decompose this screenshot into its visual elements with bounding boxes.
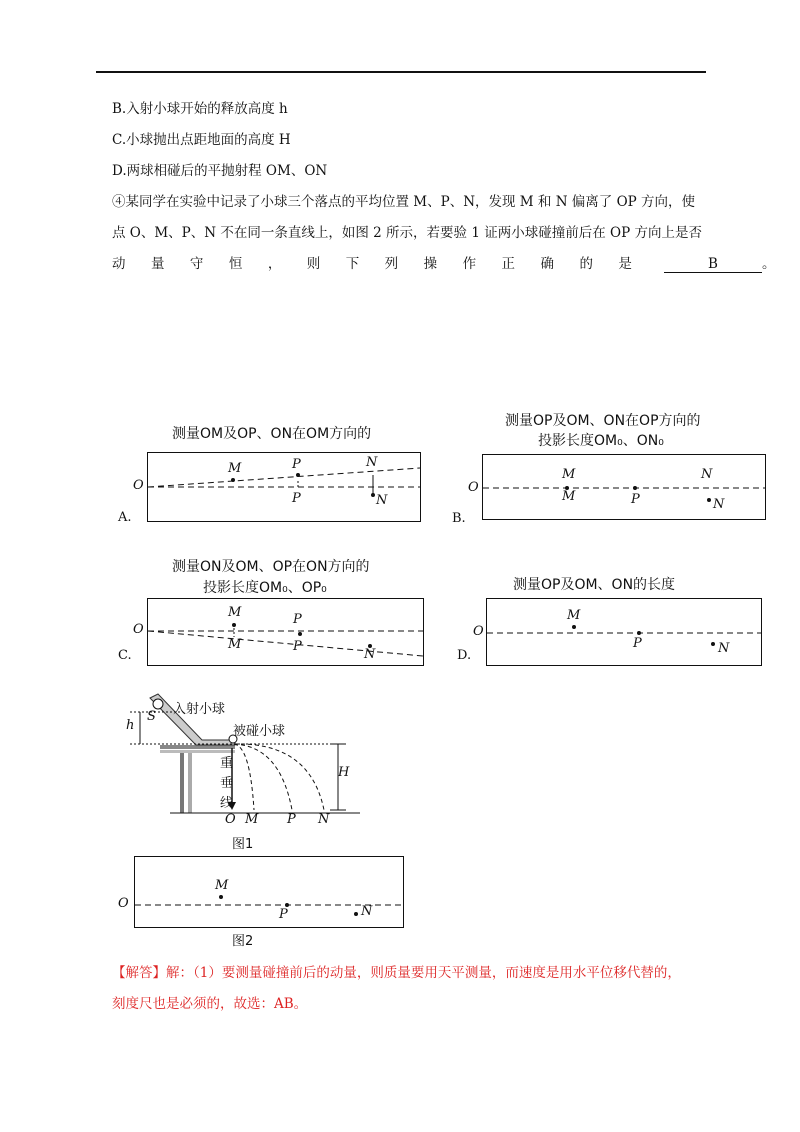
label-m-projection: M — [228, 637, 242, 652]
option-b: B.入射小球开始的释放高度 h — [112, 101, 288, 117]
label-m: M — [228, 605, 242, 620]
question-4-line-2: 点 O、M、P、N 不在同一条直线上，如图 2 所示，若要验 1 证两小球碰撞前后在 OP 方向上是否 — [112, 225, 702, 241]
label-n: N — [361, 904, 373, 919]
choice-b-title-2: 投影长度OM₀、ON₀ — [538, 433, 664, 449]
spaced-char: 下 — [345, 256, 360, 272]
question-4-line-1: ④某同学在实验中记录了小球三个落点的平均位置 M、P、N，发现 M 和 N 偏离了 OP 方向，使 — [112, 194, 696, 210]
choice-c-diagram — [147, 598, 424, 666]
spaced-char: 正 — [501, 256, 516, 272]
choice-c-title-2: 投影长度OM₀、OP₀ — [203, 580, 327, 596]
point-m — [219, 895, 223, 899]
spaced-char: 列 — [384, 256, 399, 272]
choice-b-label-o: O — [468, 480, 479, 495]
label-n: N — [713, 497, 725, 512]
point-p — [633, 486, 637, 490]
label-n: N — [364, 647, 376, 662]
figure-1-caption: 图1 — [232, 837, 254, 852]
choice-a-letter: A. — [118, 510, 132, 525]
choice-d-title: 测量OP及OM、ON的长度 — [513, 577, 676, 593]
label-m-projection: M — [562, 489, 576, 504]
fig1-label-o: O — [225, 812, 236, 827]
label-n: N — [718, 641, 730, 656]
choice-c-letter: C. — [118, 648, 132, 663]
figure-2-caption: 图2 — [232, 934, 254, 949]
answer-blank: B — [664, 256, 762, 273]
label-m: M — [215, 878, 229, 893]
figure-2-diagram — [134, 856, 404, 928]
fig1-label-m: M — [245, 812, 259, 827]
label-big-h: H — [338, 765, 350, 780]
point-m — [232, 623, 236, 627]
point-n — [354, 912, 358, 916]
option-c: C.小球抛出点距地面的高度 H — [112, 132, 291, 148]
point-n — [707, 498, 711, 502]
top-rule — [96, 71, 706, 73]
fig2-label-o: O — [118, 896, 129, 911]
choice-d-diagram — [486, 598, 762, 666]
spaced-text — [112, 252, 632, 272]
choice-b-title-1: 测量OP及OM、ON在OP方向的 — [505, 413, 701, 429]
fig1-label-n: N — [318, 812, 330, 827]
point-n — [371, 493, 375, 497]
spaced-char: 操 — [423, 256, 438, 272]
plumb-label-1: 重 — [220, 756, 234, 771]
label-p: P — [293, 612, 302, 627]
choice-c-title-1: 测量ON及OM、OP在ON方向的 — [172, 559, 370, 575]
choice-b-letter: B. — [452, 511, 466, 526]
label-p: P — [633, 636, 642, 651]
label-m: M — [228, 461, 242, 476]
point-p — [637, 631, 641, 635]
spaced-char: 量 — [150, 256, 165, 272]
label-p: P — [631, 492, 640, 507]
spaced-char: 动 — [112, 256, 126, 272]
choice-a-label-o: O — [133, 478, 144, 493]
target-ball-label: 被碰小球 — [233, 724, 286, 739]
label-n: N — [376, 493, 388, 508]
choice-c-dashed-lines — [148, 599, 423, 665]
label-p-projection: P — [292, 491, 301, 506]
option-d: D.两球相碰后的平抛射程 OM、ON — [112, 163, 328, 179]
point-p — [298, 632, 302, 636]
spaced-char: 是 — [618, 256, 632, 272]
label-p: P — [279, 907, 288, 922]
spaced-char: ， — [267, 256, 282, 272]
spaced-char: 恒 — [228, 256, 243, 272]
label-p: P — [292, 457, 301, 472]
choice-c-label-o: O — [133, 622, 144, 637]
solution-line-1: 【解答】解：（1）要测量碰撞前后的动量，则质量要用天平测量，而速度是用水平位移代替的， — [112, 965, 681, 981]
spaced-char: 确 — [540, 256, 554, 272]
choice-d-letter: D. — [457, 648, 472, 663]
choice-b-diagram — [482, 454, 766, 520]
label-m: M — [567, 608, 581, 623]
question-4-line-3 — [112, 252, 776, 273]
incident-ball-label: 入射小球 — [173, 702, 226, 717]
point-n — [711, 642, 715, 646]
plumb-label-3: 线 — [220, 796, 234, 811]
label-n-projection: N — [701, 467, 713, 482]
plumb-label-2: 垂 — [220, 776, 234, 791]
point-p — [296, 473, 300, 477]
spaced-char: 作 — [462, 256, 477, 272]
spaced-char: 守 — [189, 256, 204, 272]
spaced-char: 则 — [306, 256, 321, 272]
point-m — [231, 478, 235, 482]
spaced-char: 的 — [579, 256, 593, 272]
label-h: h — [126, 718, 135, 733]
figure-1-apparatus — [120, 690, 360, 825]
label-n-projection: N — [366, 455, 378, 470]
label-s: S — [147, 709, 156, 724]
choice-d-label-o: O — [473, 624, 484, 639]
label-p-projection: P — [293, 639, 302, 654]
choice-a-title: 测量OM及OP、ON在OM方向的 — [172, 426, 372, 442]
end-mark: 。 — [762, 256, 776, 272]
solution-line-2: 刻度尺也是必须的，故选：AB。 — [112, 996, 308, 1012]
choice-a-diagram — [147, 452, 421, 522]
fig1-label-p: P — [287, 812, 296, 827]
choice-a-dashed-lines — [148, 453, 420, 521]
label-m: M — [562, 467, 576, 482]
point-m — [572, 625, 576, 629]
